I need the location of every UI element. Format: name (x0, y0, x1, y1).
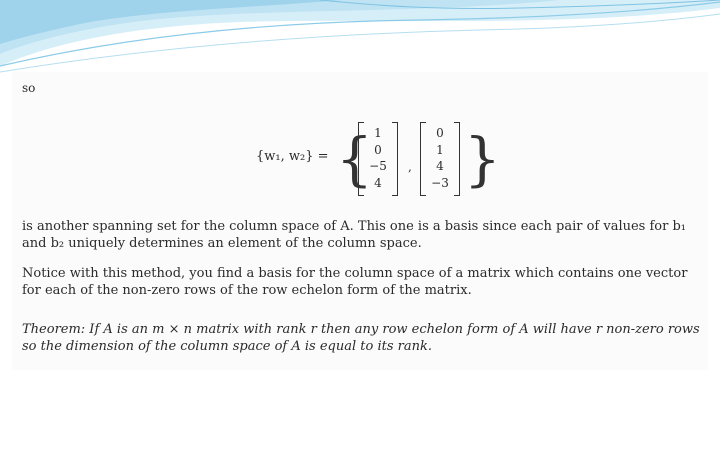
column-vector-w1 (358, 122, 398, 194)
paragraph-spanning-set: is another spanning set for the column space of A. This one is a basis since each pair of values for b₁ and b₂ uniquely determines an element of the column space. (22, 219, 686, 251)
vector-separator: , (408, 160, 412, 174)
vector-entry: −5 (369, 159, 387, 173)
vector-entry: −3 (431, 175, 449, 190)
header-wave-decoration (0, 0, 720, 75)
vector-entry: 0 (374, 142, 382, 157)
bracket-right (454, 122, 460, 196)
vector-entry: 1 (374, 126, 382, 140)
vector-entry: 4 (436, 159, 444, 173)
basis-equation (256, 120, 501, 200)
document-page (12, 72, 708, 370)
vector-entry: 1 (436, 142, 444, 157)
right-brace: } (464, 125, 501, 193)
vector-entry: 4 (374, 175, 382, 190)
equation-lhs: {w₁, w₂} = (256, 149, 329, 164)
bracket-right (392, 122, 398, 196)
intro-text: so (22, 81, 36, 95)
left-brace: { (336, 125, 373, 193)
theorem-statement: Theorem: If A is an m × n matrix with rank r then any row echelon form of A will have r non-zero rows so the dimension of the column space of A is equal to its rank. (22, 322, 700, 354)
vector-entry: 0 (436, 126, 444, 140)
column-vector-w2 (420, 122, 460, 194)
paragraph-method-note: Notice with this method, you find a basis for the column space of a matrix which contains one vector for each of the non-zero rows of the row echelon form of the matrix. (22, 266, 688, 298)
